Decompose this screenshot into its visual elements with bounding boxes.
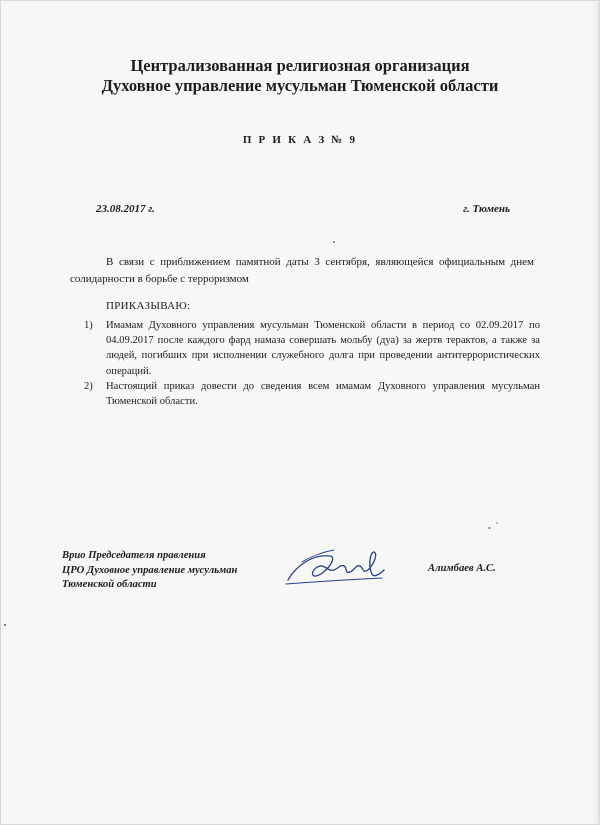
- organization-line-2: Духовное управление мусульман Тюменской области: [101, 76, 499, 95]
- paper-speck: [496, 522, 498, 524]
- handwritten-signature: [282, 544, 390, 592]
- signatory-name: Алимбаев А.С.: [428, 563, 496, 574]
- signatory-position: [62, 549, 237, 593]
- list-item: [70, 379, 540, 409]
- paper-speck: [333, 241, 335, 243]
- order-items: [70, 318, 540, 409]
- order-city: г. Тюмень: [463, 203, 510, 215]
- list-item-text: Настоящий приказ довести до сведения всем имамам Духовного управления мусульман Тюменской области.: [106, 380, 540, 408]
- order-title: П Р И К А З № 9: [242, 134, 358, 146]
- signatory-position-line-1: Врио Председателя правления: [62, 550, 206, 561]
- organization-line-1: Централизованная религиозная организация: [130, 56, 470, 75]
- order-date: 23.08.2017 г.: [96, 203, 155, 215]
- order-directive-word: ПРИКАЗЫВАЮ:: [106, 300, 191, 312]
- list-item-number: 1): [84, 320, 93, 331]
- signatory-position-line-3: Тюменской области: [62, 579, 157, 590]
- list-item-text: Имамам Духовного управления мусульман Тюменской области в период со 02.09.2017 по 04.09.2017 после каждого фард намаза совершать мольбу (дуа) за жертв терактов, а также за людей, погибших при исполнении служебного долга при проведении антитеррористических операций.: [106, 320, 540, 377]
- signatory-position-line-2: ЦРО Духовное управление мусульман: [62, 564, 238, 576]
- order-preamble: В связи с приближением памятной даты 3 сентября, являющейся официальным днем солидарности в борьбе с терроризмом: [70, 256, 534, 285]
- organization-header: [0, 56, 600, 96]
- paper-speck: [488, 527, 491, 529]
- paper-speck: [4, 624, 6, 626]
- list-item-number: 2): [84, 380, 93, 392]
- list-item: [70, 318, 540, 379]
